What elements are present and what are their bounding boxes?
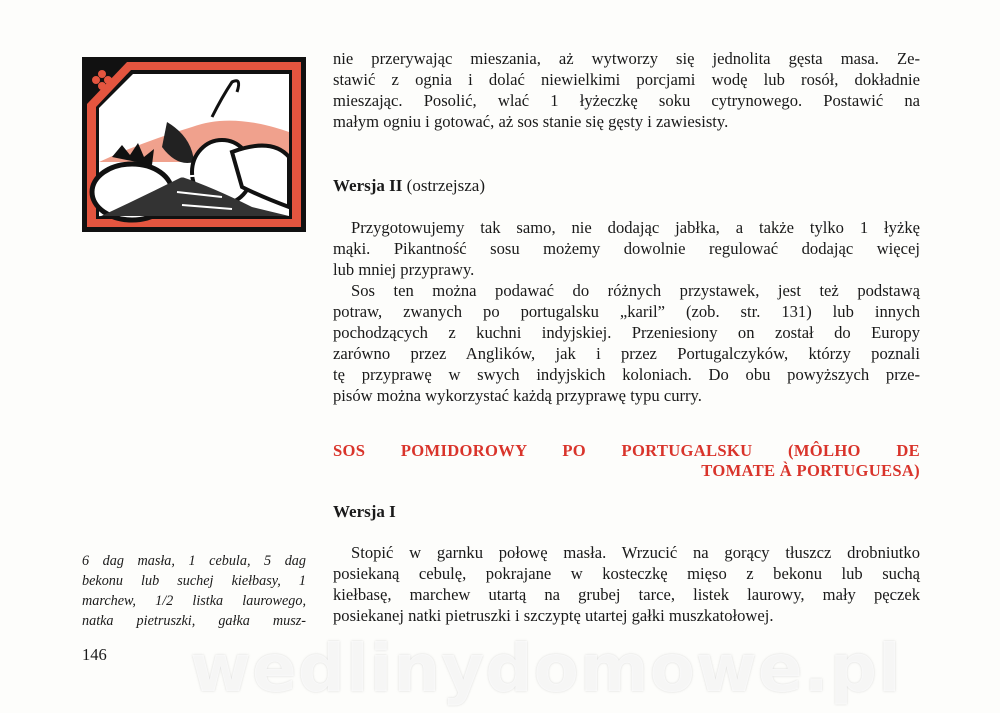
body-text-line: mieszając. Posolić, wlać 1 łyżeczkę soku cytrynowego. Postawić na	[333, 91, 920, 110]
ingredients-line: natka pietruszki, gałka musz-	[82, 613, 306, 629]
body-text-line: posiekaną cebulę, pokrajane w kosteczkę mięso z bekonu lub suchą	[333, 564, 920, 583]
version-2-heading	[333, 175, 485, 196]
body-text-line: nie przerywając mieszania, aż wytworzy się jednolita gęsta masa. Ze-	[333, 49, 920, 68]
body-text-line: tę przyprawę w swych indyjskich koloniach. Do obu powyższych prze-	[333, 365, 920, 384]
body-text-line: pisów można wykorzystać każdą przyprawę typu curry.	[333, 386, 702, 405]
ingredients-line: marchew, 1/2 listka laurowego,	[82, 593, 306, 609]
version-2-note: (ostrzejsza)	[406, 176, 486, 195]
page-number: 146	[82, 645, 107, 664]
watermark: wedlinydomowe.pl	[190, 630, 902, 707]
body-text-line: stawić z ognia i dolać niewielkimi porcjami wodę lub rosół, dokładnie	[333, 70, 920, 89]
vegetables-illustration	[82, 57, 306, 232]
recipe-title-line: TOMATE À PORTUGUESA)	[701, 461, 920, 480]
body-text-line: zarówno przez Anglików, jak i przez Portugalczyków, którzy poznali	[333, 344, 920, 363]
body-text-line: lub mniej przyprawy.	[333, 260, 475, 279]
version-2-label: Wersja II	[333, 176, 403, 195]
version-1-heading: Wersja I	[333, 502, 396, 521]
body-text-line: pochodzących z kuchni indyjskiej. Przeniesiony on został do Europy	[333, 323, 920, 342]
body-text-line: kiełbasę, marchew utartą na grubej tarce, listek laurowy, mały pęczek	[333, 585, 920, 604]
ingredients-line: bekonu lub suchej kiełbasy, 1	[82, 573, 306, 589]
ingredients-line: 6 dag masła, 1 cebula, 5 dag	[82, 553, 306, 569]
body-text-line: potraw, zwanych po portugalsku „karil” (zob. str. 131) lub innych	[333, 302, 920, 321]
recipe-title-line: SOS POMIDOROWY PO PORTUGALSKU (MÔLHO DE	[333, 441, 920, 460]
body-text-line: Stopić w garnku połowę masła. Wrzucić na gorący tłuszcz drobniutko	[351, 543, 920, 562]
body-text-line: Sos ten można podawać do różnych przystawek, jest też podstawą	[351, 281, 920, 300]
body-text-line: posiekanej natki pietruszki i szczyptę utartej gałki muszkatołowej.	[333, 606, 774, 625]
body-text-line: Przygotowujemy tak samo, nie dodając jabłka, a także tylko 1 łyżkę	[351, 218, 920, 237]
version-1-heading-wrap	[333, 501, 396, 522]
body-text-line: małym ogniu i gotować, aż sos stanie się gęsty i zawiesisty.	[333, 112, 729, 131]
body-text-line: mąki. Pikantność sosu możemy dowolnie regulować dodając więcej	[333, 239, 920, 258]
